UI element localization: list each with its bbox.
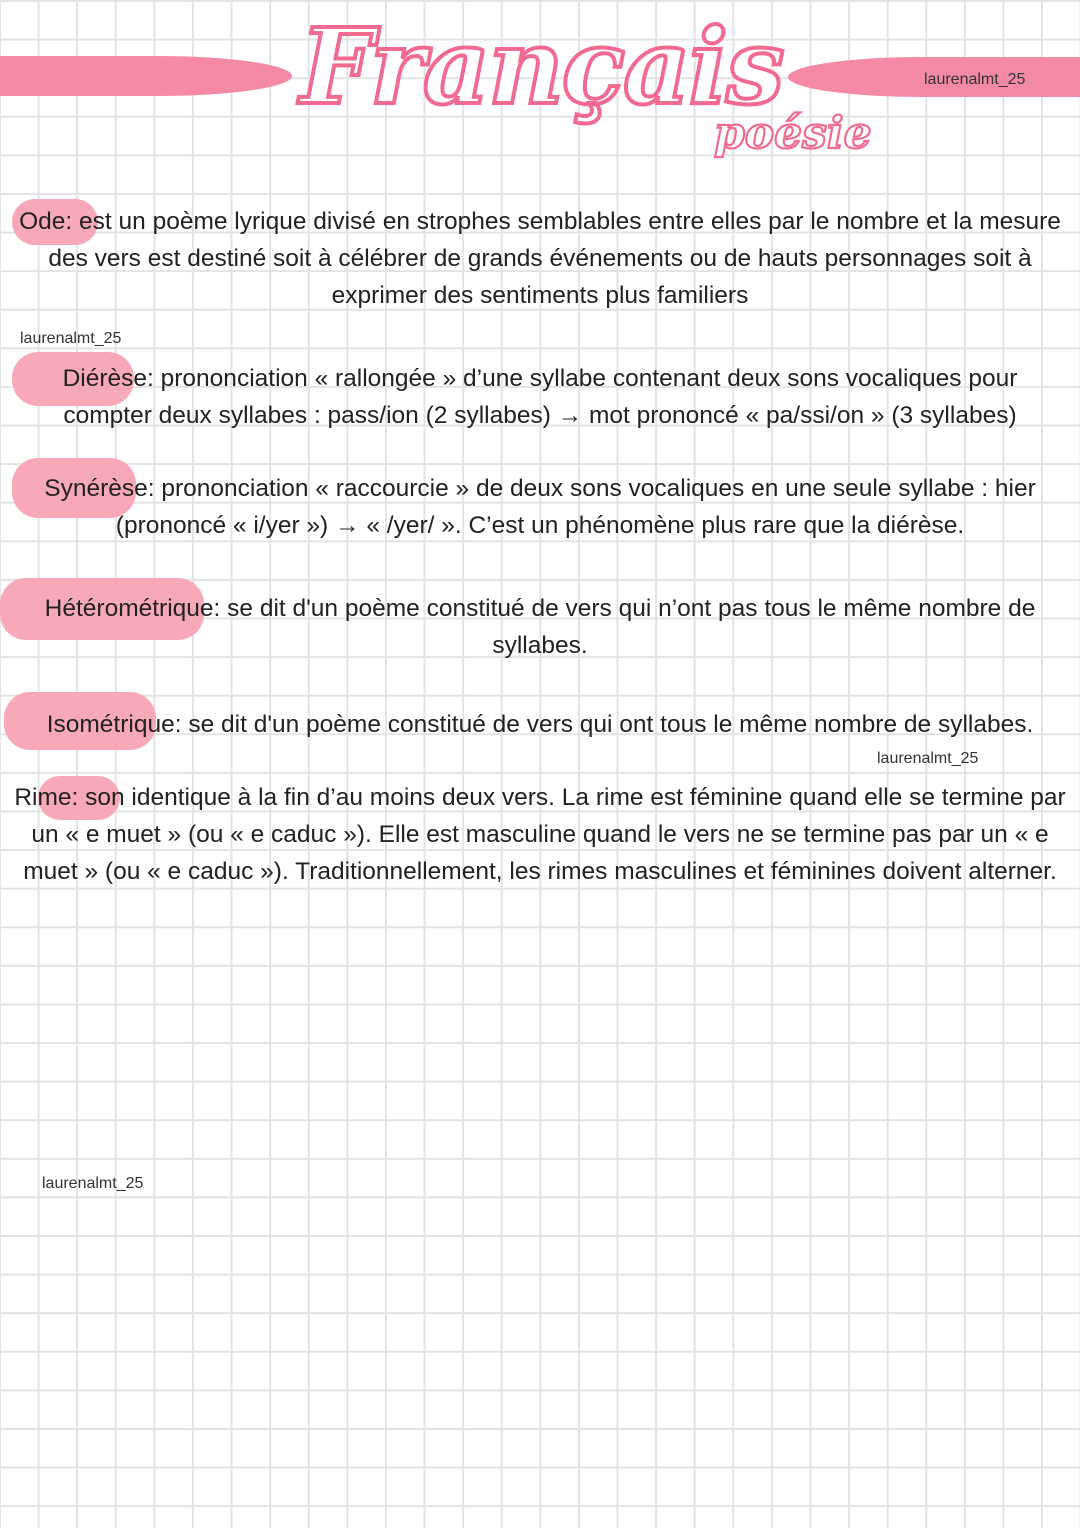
term-label: Ode: — [19, 208, 73, 235]
entry-ode — [0, 203, 1080, 314]
page-subtitle: poésie — [714, 108, 872, 159]
watermark: laurenalmt_25 — [42, 1175, 144, 1192]
entry-dierese — [15, 360, 1065, 434]
watermark: laurenalmt_25 — [924, 71, 1026, 88]
page-title: Français — [300, 5, 783, 128]
term-label: Synérèse: — [44, 475, 155, 502]
term-label: Diérèse: — [62, 365, 154, 392]
term-definition: prononciation « raccourcie » de deux sons vocaliques en une seule syllabe : hier (prononcé « i/yer ») → « /yer/ ». C’est un phénomène plus rare que la diérèse. — [115, 475, 1036, 539]
entry-heterometrique — [0, 590, 1080, 664]
term-definition: prononciation « rallongée » d’une syllabe contenant deux sons vocaliques pour compter deux syllabes : pass/ion (2 syllabes) → mot prononcé « pa/ssi/on » (3 syllabes) — [63, 365, 1018, 429]
entry-rime — [10, 779, 1070, 890]
term-label: Rime: — [14, 784, 79, 811]
entry-isometrique — [0, 706, 1080, 743]
term-definition: est un poème lyrique divisé en strophes semblables entre elles par le nombre et la mesure des vers est destiné soit à célébrer de grands événements ou de hauts personnages soit à exprimer des sentiments plus familiers — [48, 208, 1061, 309]
watermark: laurenalmt_25 — [20, 330, 122, 347]
term-label: Isométrique: — [46, 711, 182, 738]
term-definition: son identique à la fin d’au moins deux vers. La rime est féminine quand elle se termine par un « e muet » (ou « e caduc »). Elle est masculine quand le vers ne se termine pas par un « e muet » (ou « e caduc »). Traditionnellement, les rimes masculines et féminines doivent alterner. — [23, 784, 1066, 885]
watermark: laurenalmt_25 — [877, 750, 979, 767]
entry-synerese — [5, 470, 1075, 544]
header-banner-left — [0, 56, 292, 96]
term-definition: se dit d'un poème constitué de vers qui n’ont pas tous le même nombre de syllabes. — [220, 595, 1036, 659]
term-definition: se dit d'un poème constitué de vers qui ont tous le même nombre de syllabes. — [181, 711, 1034, 738]
term-label: Hétérométrique: — [44, 595, 221, 622]
